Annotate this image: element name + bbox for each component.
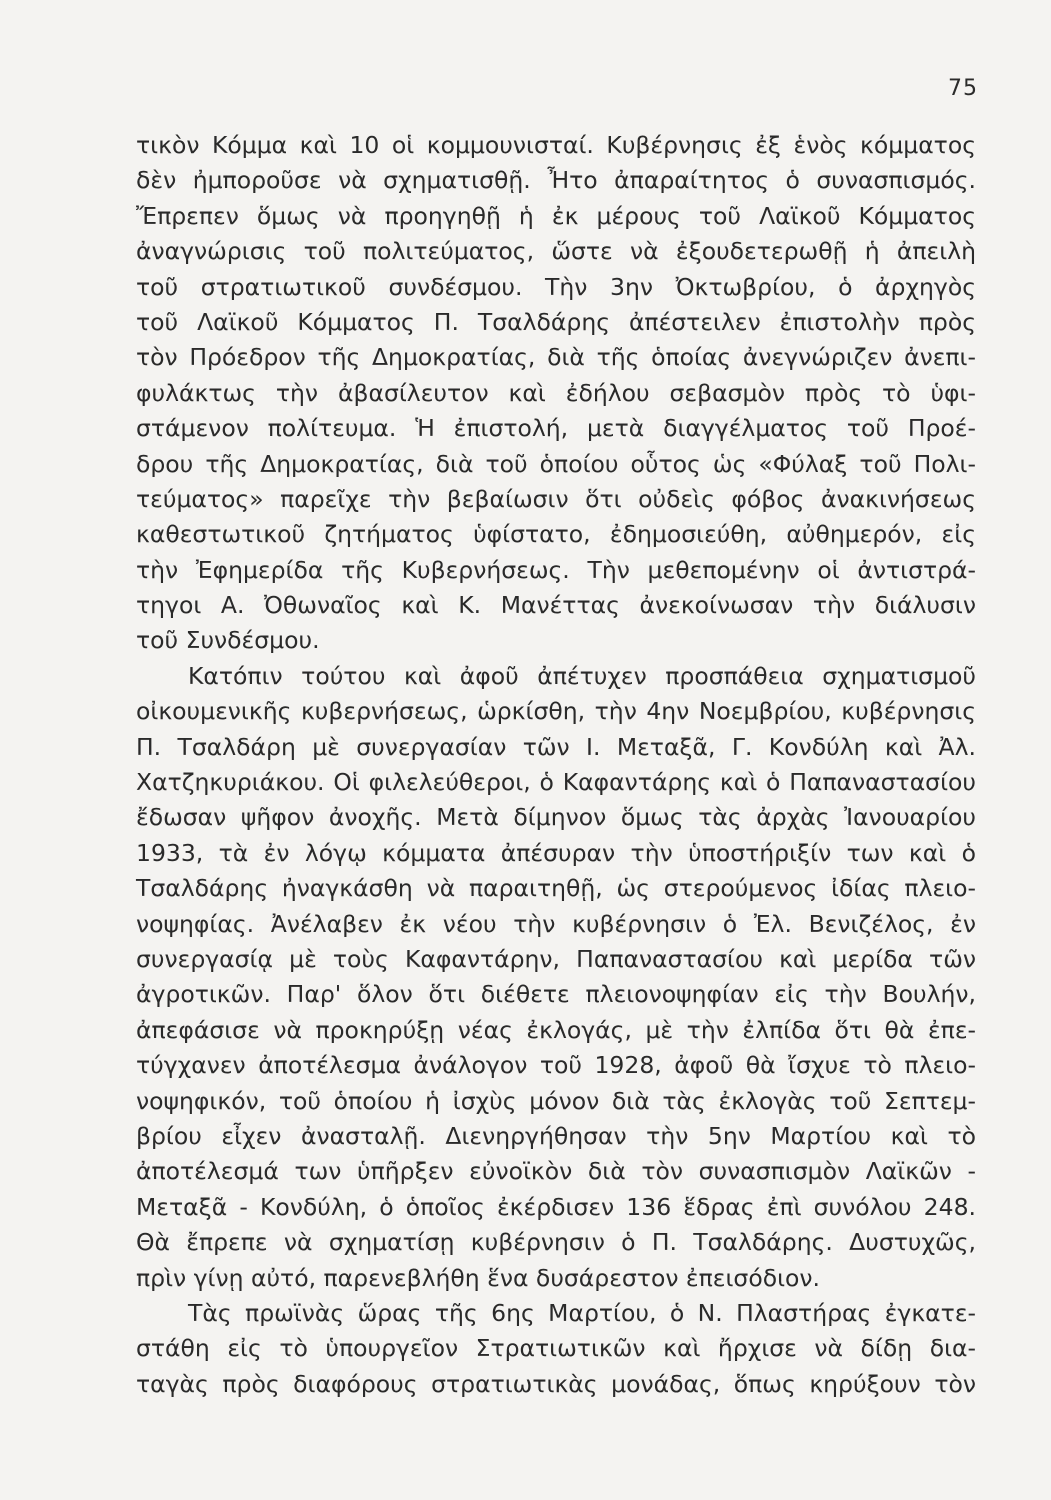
text-line: Μεταξᾶ - Κονδύλη, ὁ ὁποῖος ἐκέρδισεν 136 ἕδρας ἐπὶ συνόλου 248. [136, 1192, 976, 1221]
text-line: Π. Τσαλδάρη μὲ συνεργασίαν τῶν Ι. Μεταξᾶ, Γ. Κονδύλη καὶ Ἀλ. [136, 732, 976, 761]
paragraph-2 [136, 659, 976, 1296]
text-line: ἀναγνώρισις τοῦ πολιτεύματος, ὥστε νὰ ἐξουδετερωθῇ ἡ ἀπειλὴ [136, 237, 976, 266]
text-line: βρίου εἶχεν ἀνασταλῇ. Διενηργήθησαν τὴν 5ην Μαρτίου καὶ τὸ [136, 1121, 976, 1150]
text-line: συνεργασίᾳ μὲ τοὺς Καφαντάρην, Παπαναστασίου καὶ μερίδα τῶν [136, 944, 976, 973]
paragraph-1 [136, 128, 976, 659]
text-line: τοῦ στρατιωτικοῦ συνδέσμου. Τὴν 3ην Ὀκτωβρίου, ὁ ἀρχηγὸς [136, 272, 976, 301]
text-line: νοψηφικόν, τοῦ ὁποίου ἡ ἰσχὺς μόνον διὰ τὰς ἐκλογὰς τοῦ Σεπτεμ- [136, 1086, 976, 1115]
text-line: Κατόπιν τούτου καὶ ἀφοῦ ἀπέτυχεν προσπάθεια σχηματισμοῦ [188, 661, 976, 690]
text-line: Τὰς πρωϊνὰς ὥρας τῆς 6ης Μαρτίου, ὁ Ν. Πλαστήρας ἐγκατε- [188, 1298, 976, 1327]
text-line: στάμενον πολίτευμα. Ἡ ἐπιστολή, μετὰ διαγγέλματος τοῦ Προέ- [136, 414, 976, 443]
text-line: τεύματος» παρεῖχε τὴν βεβαίωσιν ὅτι οὐδεὶς φόβος ἀνακινήσεως [136, 484, 976, 513]
text-line: Τσαλδάρης ἠναγκάσθη νὰ παραιτηθῇ, ὡς στερούμενος ἰδίας πλειο- [136, 874, 976, 903]
text-line: καθεστωτικοῦ ζητήματος ὑφίστατο, ἐδημοσιεύθη, αὐθημερόν, εἰς [136, 520, 976, 549]
text-line: ἀπεφάσισε νὰ προκηρύξῃ νέας ἐκλογάς, μὲ τὴν ἐλπίδα ὅτι θὰ ἐπε- [136, 1015, 976, 1044]
text-line: τύγχανεν ἀποτέλεσμα ἀνάλογον τοῦ 1928, ἀφοῦ θὰ ἴσχυε τὸ πλειο- [136, 1051, 976, 1080]
text-line: Χατζηκυριάκου. Οἱ φιλελεύθεροι, ὁ Καφαντάρης καὶ ὁ Παπαναστασίου [136, 768, 976, 797]
text-line: δὲν ἠμποροῦσε νὰ σχηματισθῇ. Ἦτο ἀπαραίτητος ὁ συνασπισμός. [136, 166, 976, 195]
text-line: 1933, τὰ ἐν λόγῳ κόμματα ἀπέσυραν τὴν ὑποστήριξίν των καὶ ὁ [136, 838, 976, 867]
text-line: Ἔπρεπεν ὅμως νὰ προηγηθῇ ἡ ἐκ μέρους τοῦ Λαϊκοῦ Κόμματος [136, 201, 976, 230]
text-line: οἰκουμενικῆς κυβερνήσεως, ὡρκίσθη, τὴν 4ην Νοεμβρίου, κυβέρνησις [136, 697, 976, 726]
text-line: τοῦ Λαϊκοῦ Κόμματος Π. Τσαλδάρης ἀπέστειλεν ἐπιστολὴν πρὸς [136, 307, 976, 336]
text-line: πρὶν γίνῃ αὐτό, παρενεβλήθη ἕνα δυσάρεστον ἐπεισόδιον. [136, 1263, 821, 1292]
text-line: ἔδωσαν ψῆφον ἀνοχῆς. Μετὰ δίμηνον ὅμως τὰς ἀρχὰς Ἰανουαρίου [136, 803, 976, 832]
paragraph-3 [136, 1296, 976, 1402]
body-text [136, 128, 976, 1402]
text-line: δρου τῆς Δημοκρατίας, διὰ τοῦ ὁποίου οὗτος ὡς «Φύλαξ τοῦ Πολι- [136, 449, 976, 478]
text-line: τηγοι Α. Ὀθωναῖος καὶ Κ. Μανέττας ἀνεκοίνωσαν τὴν διάλυσιν [136, 591, 976, 620]
text-line: νοψηφίας. Ἀνέλαβεν ἐκ νέου τὴν κυβέρνησιν ὁ Ἐλ. Βενιζέλος, ἐν [136, 909, 976, 938]
text-line: τὴν Ἐφημερίδα τῆς Κυβερνήσεως. Τὴν μεθεπομένην οἱ ἀντιστρά- [136, 555, 976, 584]
text-line: ταγὰς πρὸς διαφόρους στρατιωτικὰς μονάδας, ὅπως κηρύξουν τὸν [136, 1369, 976, 1398]
text-line: ἀγροτικῶν. Παρ' ὅλον ὅτι διέθετε πλειονοψηφίαν εἰς τὴν Βουλήν, [136, 980, 976, 1009]
text-line: φυλάκτως τὴν ἀβασίλευτον καὶ ἐδήλου σεβασμὸν πρὸς τὸ ὑφι- [136, 378, 976, 407]
text-line: ἀποτέλεσμά των ὑπῆρξεν εὐνοϊκὸν διὰ τὸν συνασπισμὸν Λαϊκῶν - [136, 1157, 976, 1186]
text-line: τοῦ Συνδέσμου. [136, 626, 320, 655]
page-number: 75 [948, 76, 978, 101]
text-line: τὸν Πρόεδρον τῆς Δημοκρατίας, διὰ τῆς ὁποίας ἀνεγνώριζεν ἀνεπι- [136, 343, 976, 372]
text-line: Θὰ ἔπρεπε νὰ σχηματίσῃ κυβέρνησιν ὁ Π. Τσαλδάρης. Δυστυχῶς, [136, 1228, 976, 1257]
text-line: στάθη εἰς τὸ ὑπουργεῖον Στρατιωτικῶν καὶ ἤρχισε νὰ δίδῃ δια- [136, 1334, 976, 1363]
text-line: τικὸν Κόμμα καὶ 10 οἱ κομμουνισταί. Κυβέρνησις ἐξ ἑνὸς κόμματος [136, 131, 976, 159]
